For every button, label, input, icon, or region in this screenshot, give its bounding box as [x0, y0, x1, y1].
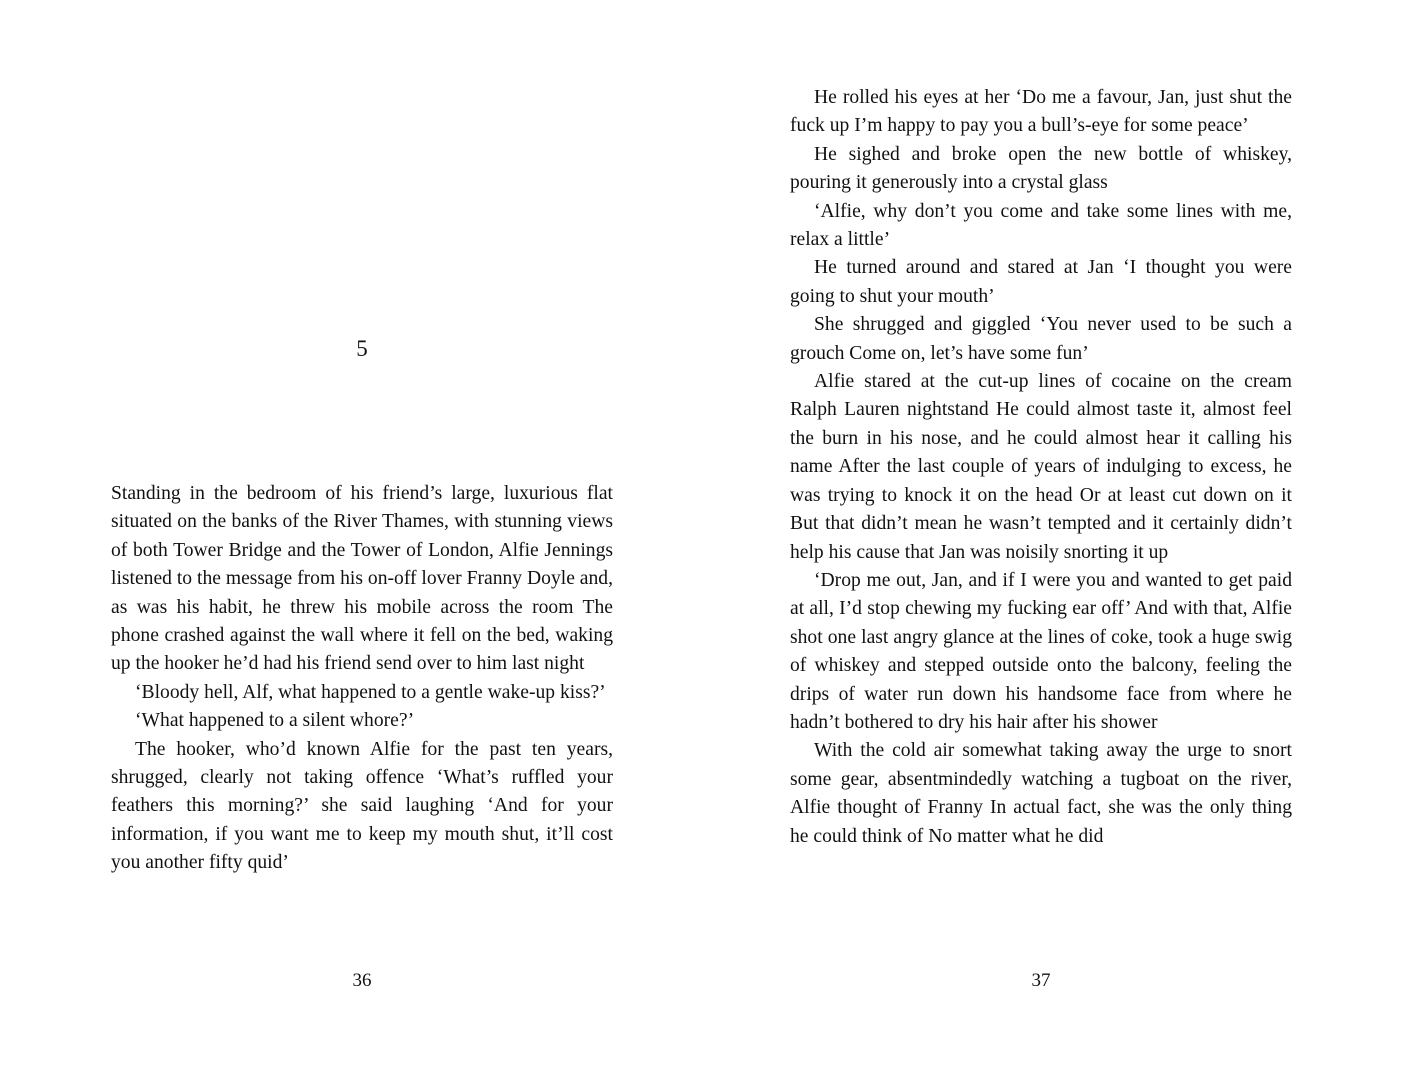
paragraph: He rolled his eyes at her ‘Do me a favour, Jan, just shut the fuck up I’m happy to pay you a bull’s-eye for some peace’	[790, 87, 1292, 137]
right-page-body	[790, 84, 1292, 851]
paragraph: With the cold air somewhat taking away the urge to snort some gear, absentmindedly watching a tugboat on the river, Alfie thought of Franny In actual fact, she was the only thing he could think of No matter what he did	[790, 740, 1292, 847]
right-page	[703, 0, 1406, 1080]
chapter-number: 5	[356, 336, 368, 361]
page-number: 36	[352, 970, 372, 991]
left-page-body	[111, 480, 613, 878]
paragraph: He turned around and stared at Jan ‘I thought you were going to shut your mouth’	[790, 257, 1292, 307]
paragraph: ‘What happened to a silent whore?’	[135, 710, 415, 732]
paragraph: The hooker, who’d known Alfie for the past ten years, shrugged, clearly not taking offence ‘What’s ruffled your feathers this morning?’ she said laughing ‘And for your information, if you want me to keep my mouth shut, it’ll cost you another fifty quid’	[111, 738, 613, 874]
paragraph: Standing in the bedroom of his friend’s large, luxurious flat situated on the banks of the River Thames, with stunning views of both Tower Bridge and the Tower of London, Alfie Jennings listened to the message from his on-off lover Franny Doyle and, as was his habit, he threw his mobile across the room The phone crashed against the wall where it fell on the bed, waking up the hooker he’d had his friend send over to him last night	[111, 483, 613, 675]
page-number: 37	[1031, 970, 1051, 991]
paragraph: ‘Drop me out, Jan, and if I were you and wanted to get paid at all, I’d stop chewing my fucking ear off’ And with that, Alfie shot one last angry glance at the lines of coke, took a huge swig of whiskey and stepped outside onto the balcony, feeling the drips of water run down his handsome face from where he hadn’t bothered to dry his hair after his shower	[790, 569, 1292, 733]
paragraph: Alfie stared at the cut-up lines of cocaine on the cream Ralph Lauren nightstand He could almost taste it, almost feel the burn in his nose, and he could almost hear it calling his name After the last couple of years of indulging to excess, he was trying to knock it on the head Or at least cut down on it But that didn’t mean he wasn’t tempted and it certainly didn’t help his cause that Jan was noisily snorting it up	[790, 371, 1292, 563]
paragraph: She shrugged and giggled ‘You never used to be such a grouch Come on, let’s have some fun’	[790, 314, 1292, 364]
paragraph: ‘Bloody hell, Alf, what happened to a gentle wake-up kiss?’	[135, 681, 606, 703]
paragraph: He sighed and broke open the new bottle of whiskey, pouring it generously into a crystal glass	[790, 143, 1292, 194]
paragraph: ‘Alfie, why don’t you come and take some lines with me, relax a little’	[790, 200, 1292, 251]
